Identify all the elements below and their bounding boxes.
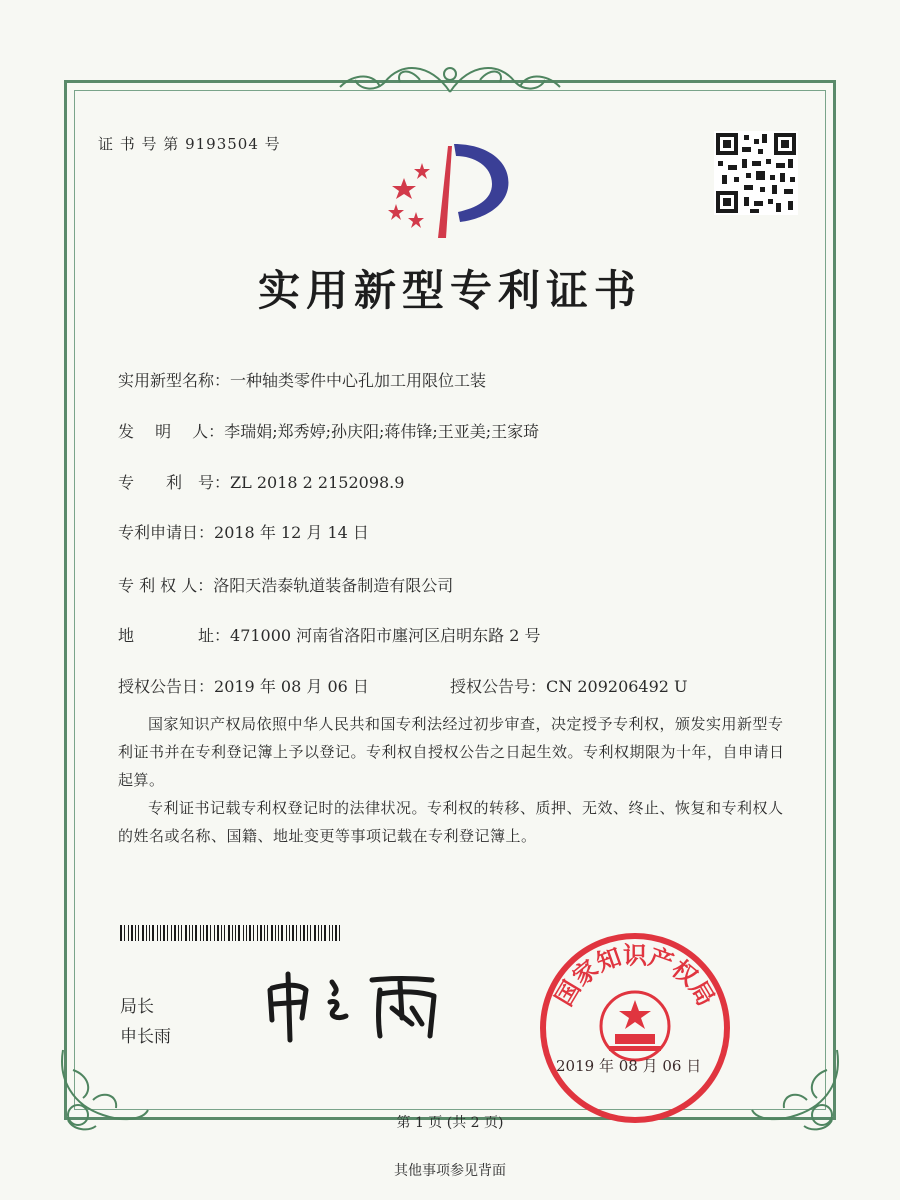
- page-number: 第 1 页 (共 2 页): [396, 1115, 504, 1131]
- field-label: 专 利 号：: [118, 473, 231, 492]
- field-label: 授权公告号：: [450, 677, 547, 696]
- field-label: 实用新型名称：: [118, 371, 231, 390]
- field-address: [118, 623, 541, 646]
- barcode-icon: [120, 925, 345, 941]
- field-patentee: [118, 573, 453, 596]
- patent-office-logo-icon: [380, 138, 520, 243]
- director-name: 申长雨: [120, 1027, 171, 1047]
- seal-date: 2019 年 08 月 06 日: [556, 1057, 702, 1075]
- certificate-title: 实用新型专利证书: [257, 266, 642, 315]
- field-grant-date: [118, 674, 369, 697]
- seal-text: 国家知识产权局: [549, 941, 721, 1011]
- field-value: 李瑞娟;郑秀婷;孙庆阳;蒋伟锋;王亚美;王家琦: [224, 422, 540, 441]
- field-value: 洛阳天浩泰轨道装备制造有限公司: [213, 576, 454, 595]
- qr-code-icon: [714, 131, 798, 215]
- field-label: 专 利 权 人：: [118, 576, 214, 595]
- field-inventors: [118, 419, 539, 442]
- field-label: 专利申请日：: [118, 523, 215, 542]
- field-value: 2019 年 08 月 06 日: [214, 677, 369, 696]
- official-seal-icon: [537, 930, 733, 1126]
- field-label: 地 址：: [118, 626, 231, 645]
- field-value: 一种轴类零件中心孔加工用限位工装: [230, 371, 487, 390]
- field-value: CN 209206492 U: [546, 677, 688, 696]
- grant-statement-paragraph: 国家知识产权局依照中华人民共和国专利法经过初步审查，决定授予专利权，颁发实用新型专利证书并在专利登记簿上予以登记。专利权自授权公告之日起生效。专利权期限为十年，自申请日起算。: [118, 715, 785, 789]
- field-label: 发 明 人：: [118, 422, 225, 441]
- field-application-date: [118, 520, 369, 543]
- certificate-number: 证 书 号 第 9193504 号: [98, 135, 281, 153]
- field-utility-model-name: [118, 368, 486, 391]
- legal-status-paragraph: 专利证书记载专利权登记时的法律状况。专利权的转移、质押、无效、终止、恢复和专利权人的姓名或名称、国籍、地址变更等事项记载在专利登记簿上。: [118, 799, 784, 845]
- top-ornament-icon: [300, 52, 600, 102]
- field-patent-number: [118, 470, 404, 493]
- field-label: 授权公告日：: [118, 677, 215, 696]
- field-value: 471000 河南省洛阳市廛河区启明东路 2 号: [230, 626, 541, 645]
- field-value: 2018 年 12 月 14 日: [214, 523, 369, 542]
- field-grant-number: [450, 674, 688, 697]
- director-signature-icon: [262, 968, 452, 1043]
- director-title: 局长: [120, 997, 154, 1017]
- field-value: ZL 2018 2 2152098.9: [230, 473, 405, 492]
- footer-note: 其他事项参见背面: [394, 1163, 506, 1179]
